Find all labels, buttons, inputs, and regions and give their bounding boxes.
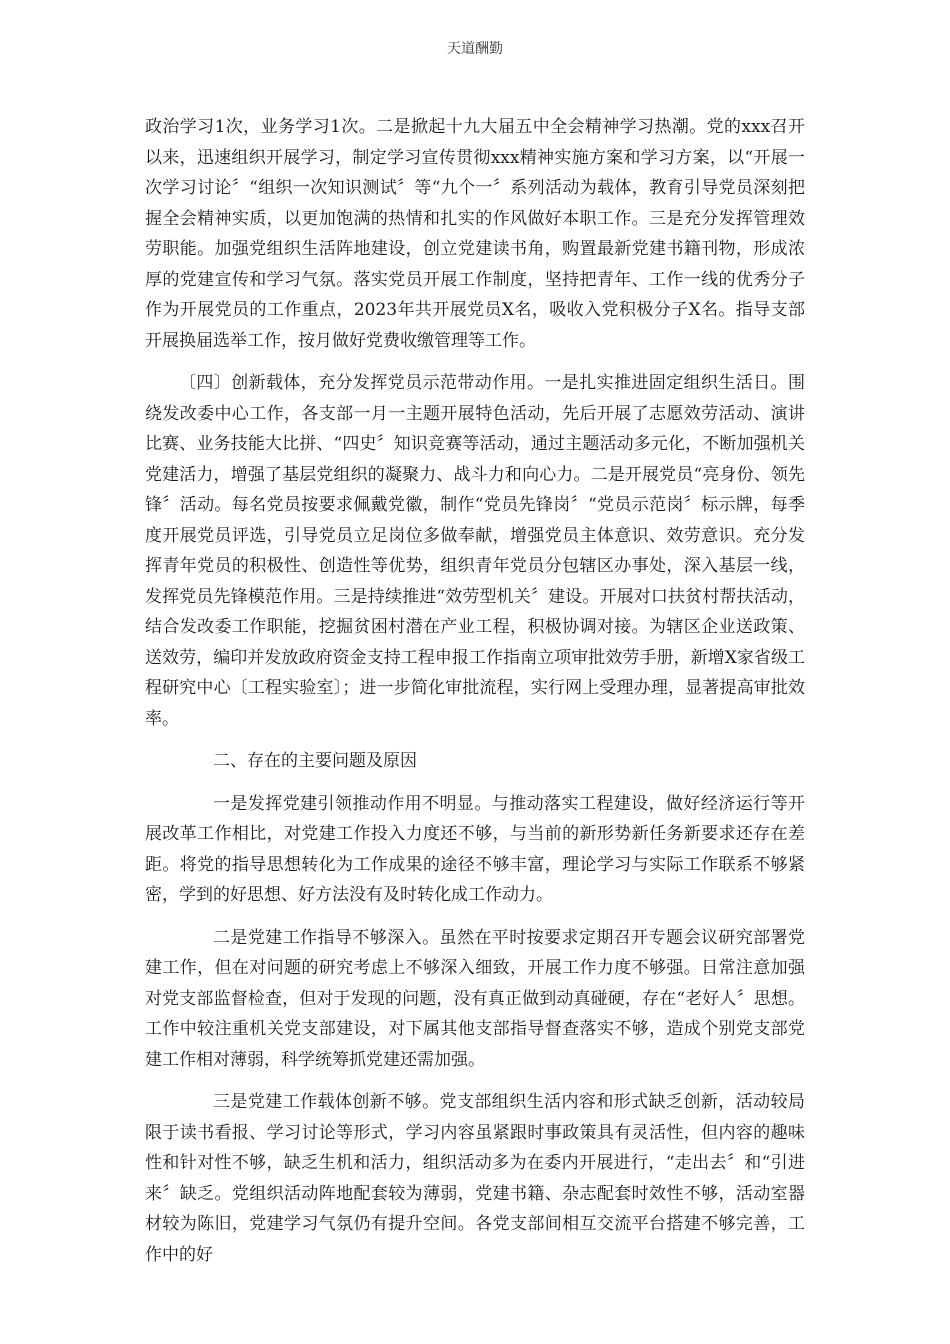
paragraph-problem-one: 一是发挥党建引领推动作用不明显。与推动落实工程建设，做好经济运行等开展改革工作相比，对党建工作投入力度还不够，与当前的新形势新任务新要求还存在差距。将党的指导思想转化为工作成果的途径不够丰富，理论学习与实际工作联系不够紧密，学到的好思想、好方法没有及时转化成工作动力。 [145,793,805,905]
document-body [145,112,805,1270]
paragraph-problem-two: 二是党建工作指导不够深入。虽然在平时按要求定期召开专题会议研究部署党建工作，但在对问题的研究考虑上不够深入细致，开展工作力度不够强。日常注意加强对党支部监督检查，但对于发现的问题，没有真正做到动真碰硬，存在“老好人〞思想。工作中较注重机关党支部建设，对下属其他支部指导督查落实不够，造成个别党支部党建工作相对薄弱，科学统筹抓党建还需加强。 [145,927,805,1070]
section-heading-problems: 二、存在的主要问题及原因 [213,751,417,771]
paragraph-problem-three: 三是党建工作载体创新不够。党支部组织生活内容和形式缺乏创新，活动较局限于读书看报、学习讨论等形式，学习内容虽紧跟时事政策具有灵活性，但内容的趣味性和针对性不够，缺乏生机和活力，组织活动多为在委内开展进行，“走出去〞和“引进来〞缺乏。党组织活动阵地配套较为薄弱，党建书籍、杂志配套时效性不够，活动室器材较为陈旧，党建学习气氛仍有提升空间。各党支部间相互交流平台搭建不够完善，工作中的好 [145,1092,805,1265]
page-header: 天道酬勤 [447,41,503,57]
paragraph-innovation-carrier: 〔四〕创新载体，充分发挥党员示范带动作用。一是扎实推进固定组织生活日。围绕发改委中心工作，各支部一月一主题开展特色活动，先后开展了志愿效劳活动、演讲比赛、业务技能大比拼、“四史〞知识竞赛等活动，通过主题活动多元化，不断加强机关党建活力，增强了基层党组织的凝聚力、战斗力和向心力。二是开展党员“亮身份、领先锋〞活动。每名党员按要求佩戴党徽，制作“党员先锋岗〞“党员示范岗〞标示牌，每季度开展党员评选，引导党员立足岗位多做奉献，增强党员主体意识、效劳意识。充分发挥青年党员的积极性、创造性等优势，组织青年党员分包辖区办事处，深入基层一线，发挥党员先锋模范作用。三是持续推进“效劳型机关〞建设。开展对口扶贫村帮扶活动，结合发改委工作职能，挖掘贫困村潜在产业工程，积极协调对接。为辖区企业送政策、送效劳，编印并发放政府资金支持工程申报工作指南立项审批效劳手册，新增X家省级工程研究中心〔工程实验室〕；进一步简化审批流程，实行网上受理办理，显著提高审批效率。 [145,373,805,729]
paragraph-political-study: 政治学习1次，业务学习1次。二是掀起十九大届五中全会精神学习热潮。党的xxx召开以来，迅速组织开展学习，制定学习宣传贯彻xxx精神实施方案和学习方案，以“开展一次学习讨论〞“组织一次知识测试〞等“九个一〞系列活动为载体，教育引导党员深刻把握全会精神实质，以更加饱满的热情和扎实的作风做好本职工作。三是充分发挥管理效劳职能。加强党组织生活阵地建设，创立党建读书角，购置最新党建书籍刊物，形成浓厚的党建宣传和学习气氛。落实党员开展工作制度，坚持把青年、工作一线的优秀分子作为开展党员的工作重点，2023年共开展党员X名，吸收入党积极分子X名。指导支部开展换届选举工作，按月做好党费收缴管理等工作。 [145,117,805,351]
